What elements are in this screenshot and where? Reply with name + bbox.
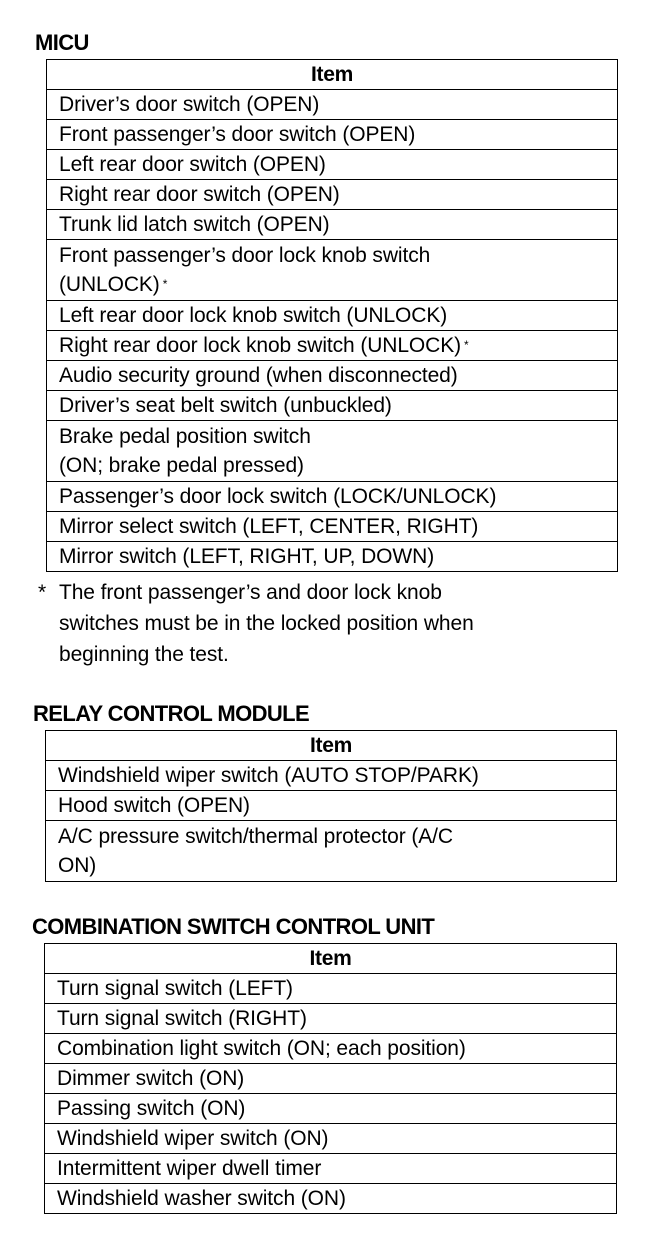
item-cell: Audio security ground (when disconnected) <box>47 361 618 391</box>
item-cell <box>47 240 618 301</box>
footnote-marker: * <box>162 277 168 291</box>
table-row <box>47 391 618 421</box>
table-row <box>45 1184 617 1214</box>
footnote-line: The front passenger’s and door lock knob <box>59 581 442 604</box>
footnote-line: switches must be in the locked position when <box>59 612 474 635</box>
table-row <box>47 210 618 240</box>
item-cell: Combination light switch (ON; each position) <box>45 1034 617 1064</box>
item-cell: Mirror switch (LEFT, RIGHT, UP, DOWN) <box>47 542 618 572</box>
column-header-item: Item <box>45 944 617 974</box>
item-cell: Driver’s door switch (OPEN) <box>47 90 618 120</box>
item-cell: Turn signal switch (LEFT) <box>45 974 617 1004</box>
table-row <box>47 482 618 512</box>
micu-footnote <box>38 577 638 670</box>
micu-title: MICU <box>35 30 89 55</box>
footnote-marker: * <box>464 338 469 352</box>
combination-switch-control-unit-title: COMBINATION SWITCH CONTROL UNIT <box>32 914 435 939</box>
table-row <box>47 361 618 391</box>
relay-control-module-title: RELAY CONTROL MODULE <box>33 701 310 726</box>
table-row <box>47 150 618 180</box>
table-row <box>45 1004 617 1034</box>
item-cell: Mirror select switch (LEFT, CENTER, RIGHT) <box>47 512 618 542</box>
item-cell: Left rear door switch (OPEN) <box>47 150 618 180</box>
item-cell: Right rear door switch (OPEN) <box>47 180 618 210</box>
item-cell: Front passenger’s door switch (OPEN) <box>47 120 618 150</box>
table-row <box>47 180 618 210</box>
table-row <box>46 821 617 882</box>
table-row <box>47 421 618 482</box>
item-cell: Hood switch (OPEN) <box>46 791 617 821</box>
table-row <box>45 974 617 1004</box>
table-row <box>47 90 618 120</box>
item-line: (ON; brake pedal pressed) <box>59 454 304 477</box>
footnote-line: beginning the test. <box>59 643 229 666</box>
item-cell <box>47 331 618 361</box>
item-line: ON) <box>58 854 97 877</box>
table-row <box>45 1034 617 1064</box>
table-header-row <box>46 731 617 761</box>
table-row <box>45 1094 617 1124</box>
table-header-row <box>45 944 617 974</box>
item-line: Brake pedal position switch <box>59 425 311 448</box>
item-cell: Intermittent wiper dwell timer <box>45 1154 617 1184</box>
table-row <box>47 512 618 542</box>
item-line: Front passenger’s door lock knob switch <box>59 244 431 267</box>
relay-control-module-table <box>45 730 617 882</box>
footnote-asterisk: * <box>38 581 47 604</box>
item-cell: Windshield washer switch (ON) <box>45 1184 617 1214</box>
item-cell: Dimmer switch (ON) <box>45 1064 617 1094</box>
item-cell: Windshield wiper switch (ON) <box>45 1124 617 1154</box>
table-row <box>45 1124 617 1154</box>
item-cell: Turn signal switch (RIGHT) <box>45 1004 617 1034</box>
column-header-item: Item <box>47 60 618 90</box>
table-row <box>47 240 618 301</box>
item-cell: Trunk lid latch switch (OPEN) <box>47 210 618 240</box>
table-row <box>47 120 618 150</box>
table-row <box>46 791 617 821</box>
item-line: Right rear door lock knob switch (UNLOCK) <box>59 334 462 357</box>
table-row <box>45 1154 617 1184</box>
item-cell: Windshield wiper switch (AUTO STOP/PARK) <box>46 761 617 791</box>
item-line: A/C pressure switch/thermal protector (A/C <box>58 825 453 848</box>
table-row <box>47 331 618 361</box>
column-header-item: Item <box>46 731 617 761</box>
item-line: (UNLOCK) <box>59 273 160 296</box>
table-row <box>46 761 617 791</box>
table-header-row <box>47 60 618 90</box>
combination-switch-control-unit-table <box>44 943 617 1214</box>
item-cell: Passing switch (ON) <box>45 1094 617 1124</box>
micu-table <box>46 59 618 572</box>
table-row <box>45 1064 617 1094</box>
item-cell <box>46 821 617 882</box>
table-row <box>47 301 618 331</box>
item-cell: Left rear door lock knob switch (UNLOCK) <box>47 301 618 331</box>
item-cell: Passenger’s door lock switch (LOCK/UNLOCK) <box>47 482 618 512</box>
item-cell <box>47 421 618 482</box>
table-row <box>47 542 618 572</box>
item-cell: Driver’s seat belt switch (unbuckled) <box>47 391 618 421</box>
